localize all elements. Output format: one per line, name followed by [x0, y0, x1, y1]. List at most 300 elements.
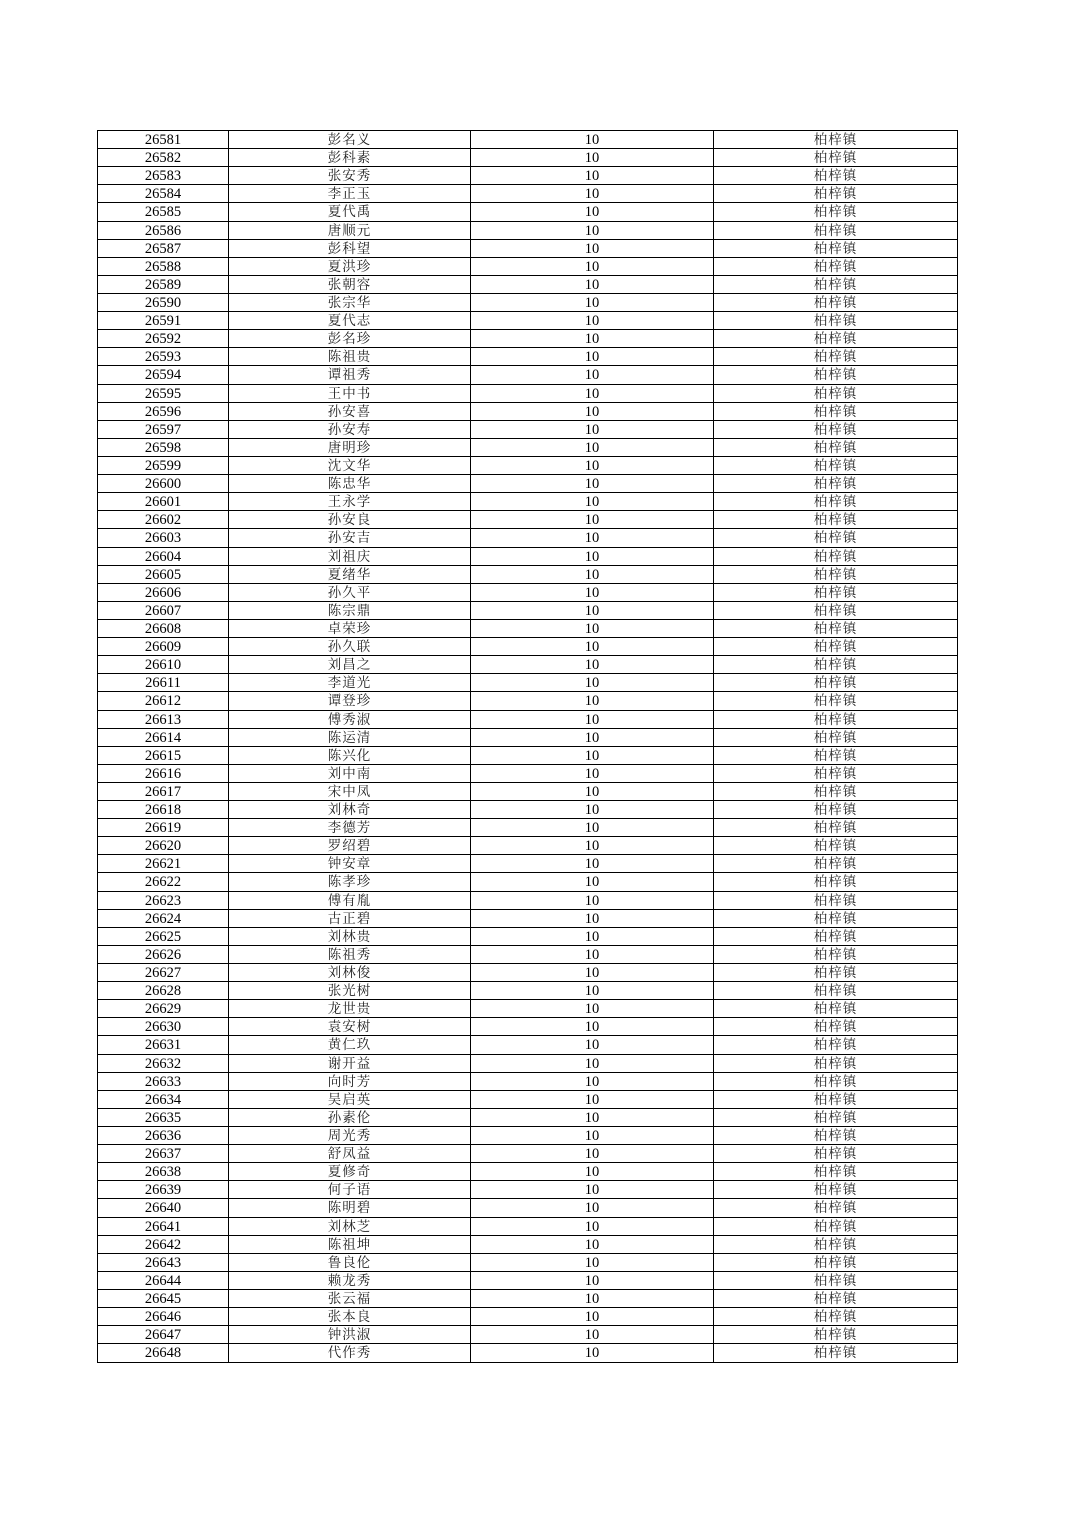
- quantity-cell: 10: [471, 330, 714, 347]
- quantity-cell: 10: [471, 747, 714, 764]
- table-row: [98, 910, 957, 928]
- quantity-cell: 10: [471, 711, 714, 728]
- town-cell: 柏梓镇: [813, 1055, 858, 1072]
- quantity-cell: 10: [471, 203, 714, 220]
- name-cell: 钟安章: [229, 855, 471, 872]
- name-cell: 陈祖坤: [229, 1236, 471, 1253]
- table-row: [98, 1236, 957, 1254]
- quantity-cell: 10: [471, 348, 714, 365]
- table-row: [98, 493, 957, 511]
- name-cell: 李正玉: [229, 185, 471, 202]
- table-row: [98, 855, 957, 873]
- table-row: [98, 892, 957, 910]
- name-cell: 孙安喜: [229, 403, 471, 420]
- name-cell: 王中书: [229, 385, 471, 402]
- name-cell: 张安秀: [229, 167, 471, 184]
- quantity-cell: 10: [471, 131, 714, 148]
- name-cell: 陈宗鼎: [229, 602, 471, 619]
- name-cell: 陈祖贵: [229, 348, 471, 365]
- table-row: [98, 1127, 957, 1145]
- town-cell: 柏梓镇: [813, 1128, 858, 1145]
- table-row: [98, 584, 957, 602]
- quantity-cell: 10: [471, 294, 714, 311]
- quantity-cell: 10: [471, 312, 714, 329]
- table-row: [98, 348, 957, 366]
- town-cell: 柏梓镇: [813, 331, 858, 348]
- name-cell: 彭科望: [229, 240, 471, 257]
- town-cell: 柏梓镇: [813, 294, 858, 311]
- town-cell: 柏梓镇: [813, 747, 858, 764]
- town-cell: 柏梓镇: [813, 548, 858, 565]
- town-cell: 柏梓镇: [813, 1182, 858, 1199]
- town-cell: 柏梓镇: [813, 222, 858, 239]
- name-cell: 刘林俊: [229, 964, 471, 981]
- table-row: [98, 692, 957, 710]
- name-cell: 陈忠华: [229, 475, 471, 492]
- table-row: [98, 1018, 957, 1036]
- id-cell: 26616: [98, 765, 229, 782]
- town-cell: 柏梓镇: [813, 1272, 858, 1289]
- town-cell: 柏梓镇: [813, 439, 858, 456]
- id-cell: 26614: [98, 729, 229, 746]
- name-cell: 彭科素: [229, 149, 471, 166]
- id-cell: 26608: [98, 620, 229, 637]
- id-cell: 26599: [98, 457, 229, 474]
- id-cell: 26647: [98, 1326, 229, 1343]
- name-cell: 夏洪珍: [229, 258, 471, 275]
- town-cell: 柏梓镇: [813, 1218, 858, 1235]
- town-cell: 柏梓镇: [813, 186, 858, 203]
- table-row: [98, 566, 957, 584]
- id-cell: 26584: [98, 185, 229, 202]
- quantity-cell: 10: [471, 222, 714, 239]
- table-row: [98, 982, 957, 1000]
- id-cell: 26585: [98, 203, 229, 220]
- table-row: [98, 475, 957, 493]
- table-row: [98, 1036, 957, 1054]
- name-cell: 鲁良伦: [229, 1254, 471, 1271]
- id-cell: 26591: [98, 312, 229, 329]
- town-cell: 柏梓镇: [813, 476, 858, 493]
- town-cell: 柏梓镇: [813, 204, 858, 221]
- name-cell: 彭名义: [229, 131, 471, 148]
- quantity-cell: 10: [471, 602, 714, 619]
- quantity-cell: 10: [471, 1018, 714, 1035]
- quantity-cell: 10: [471, 421, 714, 438]
- quantity-cell: 10: [471, 403, 714, 420]
- town-cell: 柏梓镇: [813, 1236, 858, 1253]
- table-row: [98, 548, 957, 566]
- name-cell: 黄仁玖: [229, 1036, 471, 1053]
- name-cell: 张光树: [229, 982, 471, 999]
- name-cell: 张本良: [229, 1308, 471, 1325]
- town-cell: 柏梓镇: [813, 729, 858, 746]
- name-cell: 钟洪淑: [229, 1326, 471, 1343]
- table-row: [98, 1199, 957, 1217]
- quantity-cell: 10: [471, 1254, 714, 1271]
- id-cell: 26640: [98, 1199, 229, 1216]
- name-cell: 陈祖秀: [229, 946, 471, 963]
- town-cell: 柏梓镇: [813, 494, 858, 511]
- town-cell: 柏梓镇: [813, 946, 858, 963]
- id-cell: 26630: [98, 1018, 229, 1035]
- town-cell: 柏梓镇: [813, 240, 858, 257]
- quantity-cell: 10: [471, 1055, 714, 1072]
- name-cell: 刘林奇: [229, 801, 471, 818]
- quantity-cell: 10: [471, 801, 714, 818]
- quantity-cell: 10: [471, 1073, 714, 1090]
- quantity-cell: 10: [471, 692, 714, 709]
- table-row: [98, 747, 957, 765]
- id-cell: 26592: [98, 330, 229, 347]
- town-cell: 柏梓镇: [813, 620, 858, 637]
- table-row: [98, 1254, 957, 1272]
- quantity-cell: 10: [471, 475, 714, 492]
- name-cell: 卓荣珍: [229, 620, 471, 637]
- name-cell: 唐明珍: [229, 439, 471, 456]
- name-cell: 夏绪华: [229, 566, 471, 583]
- town-cell: 柏梓镇: [813, 910, 858, 927]
- town-cell: 柏梓镇: [813, 657, 858, 674]
- id-cell: 26603: [98, 529, 229, 546]
- name-cell: 赖龙秀: [229, 1272, 471, 1289]
- town-cell: 柏梓镇: [813, 1254, 858, 1271]
- town-cell: 柏梓镇: [813, 403, 858, 420]
- name-cell: 罗绍碧: [229, 837, 471, 854]
- table-row: [98, 1000, 957, 1018]
- table-row: [98, 928, 957, 946]
- table-row: [98, 1290, 957, 1308]
- quantity-cell: 10: [471, 1000, 714, 1017]
- id-cell: 26620: [98, 837, 229, 854]
- id-cell: 26605: [98, 566, 229, 583]
- name-cell: 张朝容: [229, 276, 471, 293]
- quantity-cell: 10: [471, 783, 714, 800]
- id-cell: 26590: [98, 294, 229, 311]
- table-row: [98, 638, 957, 656]
- name-cell: 刘林芝: [229, 1218, 471, 1235]
- name-cell: 唐顺元: [229, 222, 471, 239]
- id-cell: 26594: [98, 366, 229, 383]
- table-row: [98, 149, 957, 167]
- town-cell: 柏梓镇: [813, 965, 858, 982]
- id-cell: 26644: [98, 1272, 229, 1289]
- table-row: [98, 421, 957, 439]
- name-cell: 刘祖庆: [229, 548, 471, 565]
- town-cell: 柏梓镇: [813, 983, 858, 1000]
- table-row: [98, 312, 957, 330]
- id-cell: 26593: [98, 348, 229, 365]
- quantity-cell: 10: [471, 1326, 714, 1343]
- name-cell: 何子语: [229, 1181, 471, 1198]
- name-cell: 宋中凤: [229, 783, 471, 800]
- id-cell: 26627: [98, 964, 229, 981]
- id-cell: 26637: [98, 1145, 229, 1162]
- table-row: [98, 457, 957, 475]
- table-row: [98, 602, 957, 620]
- table-row: [98, 1091, 957, 1109]
- name-cell: 傅秀淑: [229, 711, 471, 728]
- quantity-cell: 10: [471, 964, 714, 981]
- id-cell: 26623: [98, 892, 229, 909]
- table-row: [98, 711, 957, 729]
- id-cell: 26586: [98, 222, 229, 239]
- town-cell: 柏梓镇: [813, 1091, 858, 1108]
- quantity-cell: 10: [471, 493, 714, 510]
- table-row: [98, 222, 957, 240]
- town-cell: 柏梓镇: [813, 276, 858, 293]
- id-cell: 26624: [98, 910, 229, 927]
- town-cell: 柏梓镇: [813, 928, 858, 945]
- quantity-cell: 10: [471, 457, 714, 474]
- town-cell: 柏梓镇: [813, 1345, 858, 1362]
- name-cell: 代作秀: [229, 1344, 471, 1362]
- quantity-cell: 10: [471, 1036, 714, 1053]
- name-cell: 傅有胤: [229, 892, 471, 909]
- table-row: [98, 439, 957, 457]
- quantity-cell: 10: [471, 674, 714, 691]
- quantity-cell: 10: [471, 276, 714, 293]
- quantity-cell: 10: [471, 529, 714, 546]
- id-cell: 26639: [98, 1181, 229, 1198]
- id-cell: 26588: [98, 258, 229, 275]
- id-cell: 26582: [98, 149, 229, 166]
- id-cell: 26646: [98, 1308, 229, 1325]
- table-row: [98, 1344, 957, 1362]
- quantity-cell: 10: [471, 566, 714, 583]
- name-cell: 陈明碧: [229, 1199, 471, 1216]
- id-cell: 26643: [98, 1254, 229, 1271]
- table-row: [98, 385, 957, 403]
- town-cell: 柏梓镇: [813, 693, 858, 710]
- quantity-cell: 10: [471, 982, 714, 999]
- name-cell: 王永学: [229, 493, 471, 510]
- quantity-cell: 10: [471, 855, 714, 872]
- id-cell: 26606: [98, 584, 229, 601]
- id-cell: 26581: [98, 131, 229, 148]
- town-cell: 柏梓镇: [813, 874, 858, 891]
- id-cell: 26638: [98, 1163, 229, 1180]
- quantity-cell: 10: [471, 1218, 714, 1235]
- table-row: [98, 765, 957, 783]
- name-cell: 刘昌之: [229, 656, 471, 673]
- town-cell: 柏梓镇: [813, 639, 858, 656]
- data-table: [97, 130, 958, 1363]
- name-cell: 孙安良: [229, 511, 471, 528]
- table-row: [98, 946, 957, 964]
- name-cell: 李德芳: [229, 819, 471, 836]
- quantity-cell: 10: [471, 548, 714, 565]
- id-cell: 26634: [98, 1091, 229, 1108]
- table-row: [98, 276, 957, 294]
- town-cell: 柏梓镇: [813, 1291, 858, 1307]
- id-cell: 26587: [98, 240, 229, 257]
- table-row: [98, 1272, 957, 1290]
- id-cell: 26622: [98, 873, 229, 890]
- id-cell: 26633: [98, 1073, 229, 1090]
- town-cell: 柏梓镇: [813, 584, 858, 601]
- quantity-cell: 10: [471, 1236, 714, 1253]
- quantity-cell: 10: [471, 620, 714, 637]
- id-cell: 26597: [98, 421, 229, 438]
- quantity-cell: 10: [471, 1109, 714, 1126]
- id-cell: 26619: [98, 819, 229, 836]
- town-cell: 柏梓镇: [813, 1200, 858, 1217]
- quantity-cell: 10: [471, 258, 714, 275]
- town-cell: 柏梓镇: [813, 765, 858, 782]
- quantity-cell: 10: [471, 1127, 714, 1144]
- table-row: [98, 729, 957, 747]
- quantity-cell: 10: [471, 1290, 714, 1307]
- name-cell: 谭祖秀: [229, 366, 471, 383]
- id-cell: 26615: [98, 747, 229, 764]
- name-cell: 谢开益: [229, 1055, 471, 1072]
- id-cell: 26642: [98, 1236, 229, 1253]
- town-cell: 柏梓镇: [813, 421, 858, 438]
- quantity-cell: 10: [471, 149, 714, 166]
- table-row: [98, 203, 957, 221]
- quantity-cell: 10: [471, 892, 714, 909]
- id-cell: 26600: [98, 475, 229, 492]
- town-cell: 柏梓镇: [813, 892, 858, 909]
- name-cell: 周光秀: [229, 1127, 471, 1144]
- quantity-cell: 10: [471, 1199, 714, 1216]
- town-cell: 柏梓镇: [813, 566, 858, 583]
- town-cell: 柏梓镇: [813, 530, 858, 547]
- quantity-cell: 10: [471, 240, 714, 257]
- town-cell: 柏梓镇: [813, 1327, 858, 1344]
- id-cell: 26589: [98, 276, 229, 293]
- table-row: [98, 529, 957, 547]
- town-cell: 柏梓镇: [813, 1073, 858, 1090]
- table-row: [98, 167, 957, 185]
- id-cell: 26602: [98, 511, 229, 528]
- name-cell: 吴启英: [229, 1091, 471, 1108]
- id-cell: 26583: [98, 167, 229, 184]
- quantity-cell: 10: [471, 584, 714, 601]
- town-cell: 柏梓镇: [813, 856, 858, 873]
- table-row: [98, 294, 957, 312]
- quantity-cell: 10: [471, 819, 714, 836]
- town-cell: 柏梓镇: [813, 313, 858, 330]
- id-cell: 26617: [98, 783, 229, 800]
- town-cell: 柏梓镇: [813, 1001, 858, 1018]
- id-cell: 26648: [98, 1344, 229, 1362]
- id-cell: 26626: [98, 946, 229, 963]
- table-row: [98, 819, 957, 837]
- name-cell: 刘中南: [229, 765, 471, 782]
- quantity-cell: 10: [471, 1272, 714, 1289]
- quantity-cell: 10: [471, 873, 714, 890]
- id-cell: 26612: [98, 692, 229, 709]
- town-cell: 柏梓镇: [813, 1019, 858, 1036]
- quantity-cell: 10: [471, 1145, 714, 1162]
- name-cell: 陈运清: [229, 729, 471, 746]
- table-row: [98, 131, 957, 149]
- town-cell: 柏梓镇: [813, 783, 858, 800]
- name-cell: 刘林贵: [229, 928, 471, 945]
- name-cell: 张云福: [229, 1290, 471, 1307]
- name-cell: 谭登珍: [229, 692, 471, 709]
- name-cell: 孙素伦: [229, 1109, 471, 1126]
- table-row: [98, 1218, 957, 1236]
- table-row: [98, 1181, 957, 1199]
- name-cell: 夏代禹: [229, 203, 471, 220]
- name-cell: 陈孝珍: [229, 873, 471, 890]
- table-row: [98, 964, 957, 982]
- quantity-cell: 10: [471, 946, 714, 963]
- quantity-cell: 10: [471, 837, 714, 854]
- id-cell: 26595: [98, 385, 229, 402]
- table-row: [98, 185, 957, 203]
- town-cell: 柏梓镇: [813, 367, 858, 384]
- table-row: [98, 511, 957, 529]
- name-cell: 陈兴化: [229, 747, 471, 764]
- id-cell: 26610: [98, 656, 229, 673]
- name-cell: 古正碧: [229, 910, 471, 927]
- town-cell: 柏梓镇: [813, 711, 858, 728]
- name-cell: 沈文华: [229, 457, 471, 474]
- id-cell: 26609: [98, 638, 229, 655]
- id-cell: 26625: [98, 928, 229, 945]
- table-row: [98, 783, 957, 801]
- id-cell: 26601: [98, 493, 229, 510]
- name-cell: 舒凤益: [229, 1145, 471, 1162]
- quantity-cell: 10: [471, 1163, 714, 1180]
- table-row: [98, 1055, 957, 1073]
- id-cell: 26632: [98, 1055, 229, 1072]
- table-row: [98, 258, 957, 276]
- table-row: [98, 240, 957, 258]
- town-cell: 柏梓镇: [813, 1037, 858, 1054]
- id-cell: 26613: [98, 711, 229, 728]
- name-cell: 袁安树: [229, 1018, 471, 1035]
- name-cell: 孙安吉: [229, 529, 471, 546]
- town-cell: 柏梓镇: [813, 150, 858, 167]
- table-row: [98, 656, 957, 674]
- table-row: [98, 1073, 957, 1091]
- id-cell: 26628: [98, 982, 229, 999]
- name-cell: 向时芳: [229, 1073, 471, 1090]
- town-cell: 柏梓镇: [813, 1109, 858, 1126]
- quantity-cell: 10: [471, 511, 714, 528]
- name-cell: 龙世贵: [229, 1000, 471, 1017]
- table-row: [98, 1163, 957, 1181]
- id-cell: 26618: [98, 801, 229, 818]
- name-cell: 夏修奇: [229, 1163, 471, 1180]
- id-cell: 26636: [98, 1127, 229, 1144]
- town-cell: 柏梓镇: [813, 802, 858, 819]
- name-cell: 李道光: [229, 674, 471, 691]
- table-row: [98, 366, 957, 384]
- id-cell: 26598: [98, 439, 229, 456]
- table-row: [98, 1308, 957, 1326]
- name-cell: 孙久平: [229, 584, 471, 601]
- table-row: [98, 801, 957, 819]
- id-cell: 26641: [98, 1218, 229, 1235]
- quantity-cell: 10: [471, 729, 714, 746]
- town-cell: 柏梓镇: [813, 1309, 858, 1326]
- id-cell: 26611: [98, 674, 229, 691]
- name-cell: 张宗华: [229, 294, 471, 311]
- quantity-cell: 10: [471, 1181, 714, 1198]
- table-row: [98, 1145, 957, 1163]
- id-cell: 26596: [98, 403, 229, 420]
- table-row: [98, 403, 957, 421]
- town-cell: 柏梓镇: [813, 1164, 858, 1181]
- town-cell: 柏梓镇: [813, 349, 858, 366]
- town-cell: 柏梓镇: [813, 132, 858, 148]
